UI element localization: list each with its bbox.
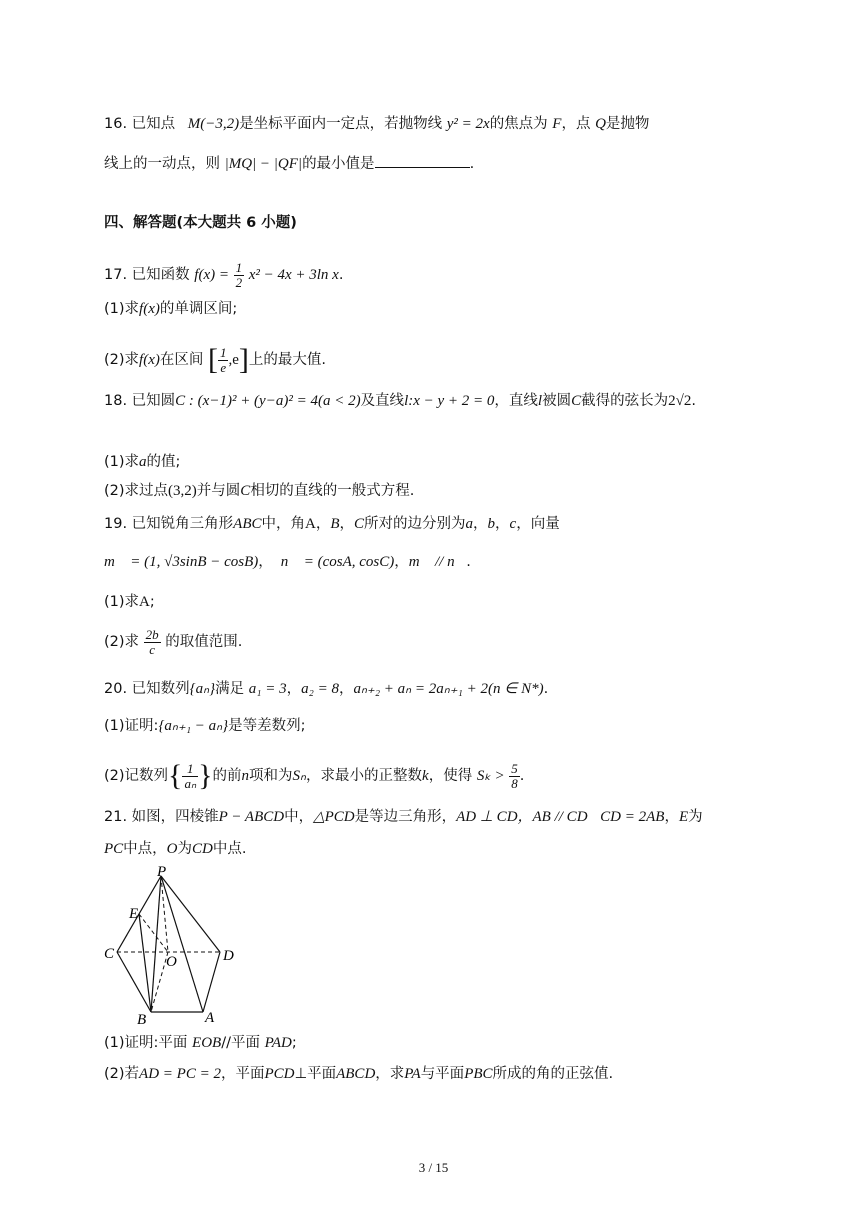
- circle-equation: C : (x−1)² + (y−a)² = 4(a < 2): [175, 393, 361, 409]
- q20-text: 满足: [215, 681, 245, 697]
- q19-text: 中，角: [261, 516, 306, 532]
- initial-a1: a₁ = 3: [248, 681, 287, 697]
- q17-period: .: [338, 267, 344, 283]
- q18-text: 及直线: [360, 393, 405, 409]
- q17-line1: [104, 257, 343, 293]
- q20-period: .: [519, 768, 525, 784]
- function-lhs: f(x) =: [194, 267, 229, 283]
- section-title: 四、解答题(本大题共 6 小题): [104, 215, 297, 231]
- q20-text: (2)记数列: [104, 768, 169, 784]
- plane-pbc: PBC: [464, 1066, 493, 1082]
- triangle-abc: ABC: [233, 516, 262, 532]
- segment-cd: CD: [192, 841, 213, 857]
- q21-text: 中点.: [212, 841, 247, 857]
- q20-part1: [104, 715, 306, 737]
- sep: ，: [394, 554, 409, 570]
- q19-text: 19. 已知锐角三角形: [104, 516, 234, 532]
- q19-text: 的取值范围.: [165, 634, 243, 650]
- q19-text: ，向量: [516, 516, 560, 532]
- ratio-2b-c: [144, 628, 161, 657]
- q18-part1: [104, 451, 180, 473]
- q18-text: (1)求: [104, 454, 140, 470]
- plane-abcd: ABCD: [336, 1066, 376, 1082]
- chord-length: 2√2: [668, 393, 692, 409]
- q21-line1: [104, 806, 703, 828]
- q20-part2: [104, 751, 524, 801]
- q21-text: 中点，: [123, 841, 167, 857]
- side-c: c: [509, 516, 517, 532]
- angle-a: A: [139, 594, 150, 610]
- q16-text: ，点: [561, 116, 591, 132]
- q17-text: 上的最大值.: [248, 352, 327, 368]
- interval-tail: ,e: [228, 352, 239, 368]
- focus-f: F: [552, 116, 562, 132]
- plane-pcd: PCD: [264, 1066, 295, 1082]
- parabola-equation: y² = 2x: [446, 116, 490, 132]
- q21-text: ，平面: [220, 1066, 265, 1082]
- q18-line1: [104, 390, 696, 412]
- q21-semicolon: ;: [291, 1035, 297, 1051]
- point-e: E: [678, 809, 689, 825]
- q17-part2: [104, 340, 326, 380]
- vector-n: n⃗ = (cosA, cosC): [280, 554, 395, 570]
- q21-text: 与平面: [420, 1066, 465, 1082]
- condition-perpendicular-parallel: AD ⊥ CD，AB // CD: [456, 809, 588, 825]
- frac-num: 1: [219, 344, 227, 360]
- angle-b: B: [330, 516, 340, 532]
- q21-text: 中，: [284, 809, 314, 825]
- q19-text: (1)求: [104, 594, 140, 610]
- side-a: a: [465, 516, 474, 532]
- q16-text: 的最小值是: [302, 156, 375, 172]
- edge-pd: [161, 876, 220, 952]
- q21-text: 21. 如图，四棱锥: [104, 809, 219, 825]
- brace-left: {: [168, 759, 183, 792]
- line-equation: l:x − y + 2 = 0: [404, 393, 495, 409]
- sep: ，: [338, 681, 354, 697]
- bracket-left: [: [207, 343, 218, 376]
- q17-text: (2)求: [104, 352, 140, 368]
- q18-period: .: [691, 393, 696, 409]
- q16-line2: [104, 153, 474, 175]
- edge-cb: [117, 952, 151, 1012]
- q16-text: 16. 已知点: [104, 116, 176, 132]
- q21-text: 为: [688, 809, 703, 825]
- angle-a: A: [305, 516, 316, 532]
- function-f: f(x): [139, 352, 160, 368]
- circle-c: C: [240, 483, 251, 499]
- label-o: O: [166, 954, 177, 970]
- q21-text: 所成的角的正弦值.: [492, 1066, 614, 1082]
- frac-den: 2: [235, 274, 243, 290]
- q21-text: 是等边三角形，: [354, 809, 457, 825]
- q18-text: 18. 已知圆: [104, 393, 176, 409]
- condition-cd-2ab: CD = 2AB: [600, 809, 665, 825]
- var-k: k: [422, 768, 429, 784]
- q19-part1: [104, 591, 155, 613]
- q21-part2: [104, 1063, 613, 1085]
- sep: ，: [495, 516, 510, 532]
- function-rhs: x² − 4x + 3ln x: [248, 267, 339, 283]
- q20-text: (1)证明:: [104, 718, 159, 734]
- q21-text: ，求: [375, 1066, 405, 1082]
- point-o: O: [166, 841, 178, 857]
- q17-text: 在区间: [159, 352, 204, 368]
- edge-ad: [203, 952, 220, 1012]
- q20-text: 20. 已知数列: [104, 681, 190, 697]
- label-p: P: [157, 864, 167, 880]
- point-m: M(−3,2): [187, 116, 240, 132]
- q18-text: 被圆: [542, 393, 572, 409]
- q20-text: 项和为: [249, 768, 293, 784]
- frac-num: 1: [182, 762, 198, 777]
- q18-text: 相切的直线的一般式方程.: [250, 483, 415, 499]
- angle-c: C: [354, 516, 365, 532]
- sep: ，: [664, 809, 679, 825]
- fraction-5-8: [509, 762, 520, 791]
- condition-ad-pc: AD = PC = 2: [139, 1066, 221, 1082]
- q21-text: (2)若: [104, 1066, 140, 1082]
- label-e: E: [129, 906, 139, 922]
- sep: ，: [339, 516, 355, 532]
- q16-period: .: [469, 156, 475, 172]
- q20-text: 的前: [212, 768, 242, 784]
- frac-num: 1: [235, 259, 243, 275]
- q19-text: 所对的边分别为: [364, 516, 466, 532]
- q17-text: 17. 已知函数: [104, 267, 190, 283]
- q18-text: 并与圆: [196, 483, 241, 499]
- q18-text: 的值;: [146, 454, 181, 470]
- label-a: A: [205, 1010, 215, 1026]
- label-d: D: [223, 948, 234, 964]
- q20-text: ，使得: [428, 768, 473, 784]
- label-c: C: [104, 946, 115, 962]
- frac-den: c: [149, 641, 156, 657]
- line-l: l: [537, 393, 543, 409]
- q19-part2: [104, 620, 242, 664]
- q18-text: (2)求过点: [104, 483, 169, 499]
- q20-text: 是等差数列;: [228, 718, 306, 734]
- q20-period: .: [543, 681, 549, 697]
- q21-text: ⊥平面: [294, 1066, 337, 1082]
- page-number: 3 / 15: [418, 1160, 449, 1175]
- q17-part1: [104, 298, 237, 320]
- q21-text: //平面: [221, 1035, 260, 1051]
- q18-part2: [104, 480, 414, 502]
- q18-text: ，直线: [494, 393, 538, 409]
- bracket-right: ]: [238, 343, 249, 376]
- distance-expression: |MQ| − |QF|: [224, 156, 303, 172]
- fraction-half: [234, 261, 245, 290]
- segment-pc: PC: [104, 841, 124, 857]
- q19-period: .: [466, 554, 471, 570]
- var-n: n: [241, 768, 250, 784]
- vector-m: m⃗ = (1, √3sinB − cosB): [104, 554, 259, 570]
- q20-text: ，求最小的正整数: [306, 768, 423, 784]
- q17-text: 的单调区间;: [159, 301, 238, 317]
- q16-line1: [104, 113, 649, 135]
- q16-text: 线上的一动点，则: [104, 156, 220, 172]
- side-b: b: [487, 516, 496, 532]
- pyramid-figure: [100, 862, 250, 1030]
- q19-line1: [104, 513, 560, 535]
- frac-den: aₙ: [184, 775, 197, 791]
- segment-pa: PA: [404, 1066, 421, 1082]
- q20-line1: [104, 678, 548, 700]
- var-a: a: [139, 454, 147, 470]
- pyramid-edges: [117, 876, 220, 1012]
- circle-c: C: [571, 393, 582, 409]
- initial-a2: a₂ = 8: [301, 681, 339, 697]
- q17-text: (1)求: [104, 301, 140, 317]
- edge-pb: [151, 876, 161, 1012]
- edge-pa: [161, 876, 203, 1012]
- recurrence: aₙ₊₂ + aₙ = 2aₙ₊₁ + 2(n ∈ N*): [353, 681, 544, 697]
- q21-text: 为: [177, 841, 193, 857]
- frac-den: 8: [511, 775, 518, 791]
- parallel-condition: m⃗ // n⃗: [408, 554, 467, 570]
- hidden-edges: [117, 876, 220, 1012]
- plane-pad: PAD: [264, 1035, 292, 1051]
- sum-sk: Sₖ >: [476, 768, 505, 784]
- q16-text: 是抛物: [605, 116, 650, 132]
- q19-semicolon: ;: [149, 594, 155, 610]
- q16-text: 是坐标平面内一定点，若抛物线: [239, 116, 443, 132]
- triangle-pcd: △PCD: [313, 809, 355, 825]
- frac-num: 2b: [145, 626, 159, 642]
- interval-fraction: [218, 346, 229, 375]
- q19-line2: [104, 547, 471, 577]
- point-3-2: (3,2): [168, 483, 197, 499]
- function-f: f(x): [139, 301, 160, 317]
- q19-text: (2)求: [104, 634, 140, 650]
- frac-den: e: [220, 359, 227, 375]
- sep: ，: [473, 516, 488, 532]
- sep: ，: [286, 681, 302, 697]
- label-b: B: [137, 1012, 147, 1028]
- difference-sequence: {aₙ₊₁ − aₙ}: [158, 718, 229, 734]
- sum-sn: Sₙ: [292, 768, 307, 784]
- plane-eob: EOB: [192, 1035, 222, 1051]
- pyramid-name: P − ABCD: [218, 809, 285, 825]
- q18-text: 截得的弦长为: [581, 393, 669, 409]
- answer-blank: [375, 153, 470, 168]
- sep: ，: [315, 516, 331, 532]
- brace-right: }: [198, 759, 213, 792]
- sep: ，: [258, 554, 273, 570]
- q21-line2: [104, 838, 246, 860]
- frac-num: 5: [511, 760, 518, 776]
- point-q: Q: [595, 116, 606, 132]
- sequence-a: {aₙ}: [189, 681, 216, 697]
- q16-text: 的焦点为: [489, 116, 548, 132]
- q21-part1: [104, 1032, 297, 1054]
- reciprocal-sequence: [182, 762, 198, 791]
- q21-text: (1)证明:平面: [104, 1035, 188, 1051]
- segment-eb: [139, 914, 151, 1012]
